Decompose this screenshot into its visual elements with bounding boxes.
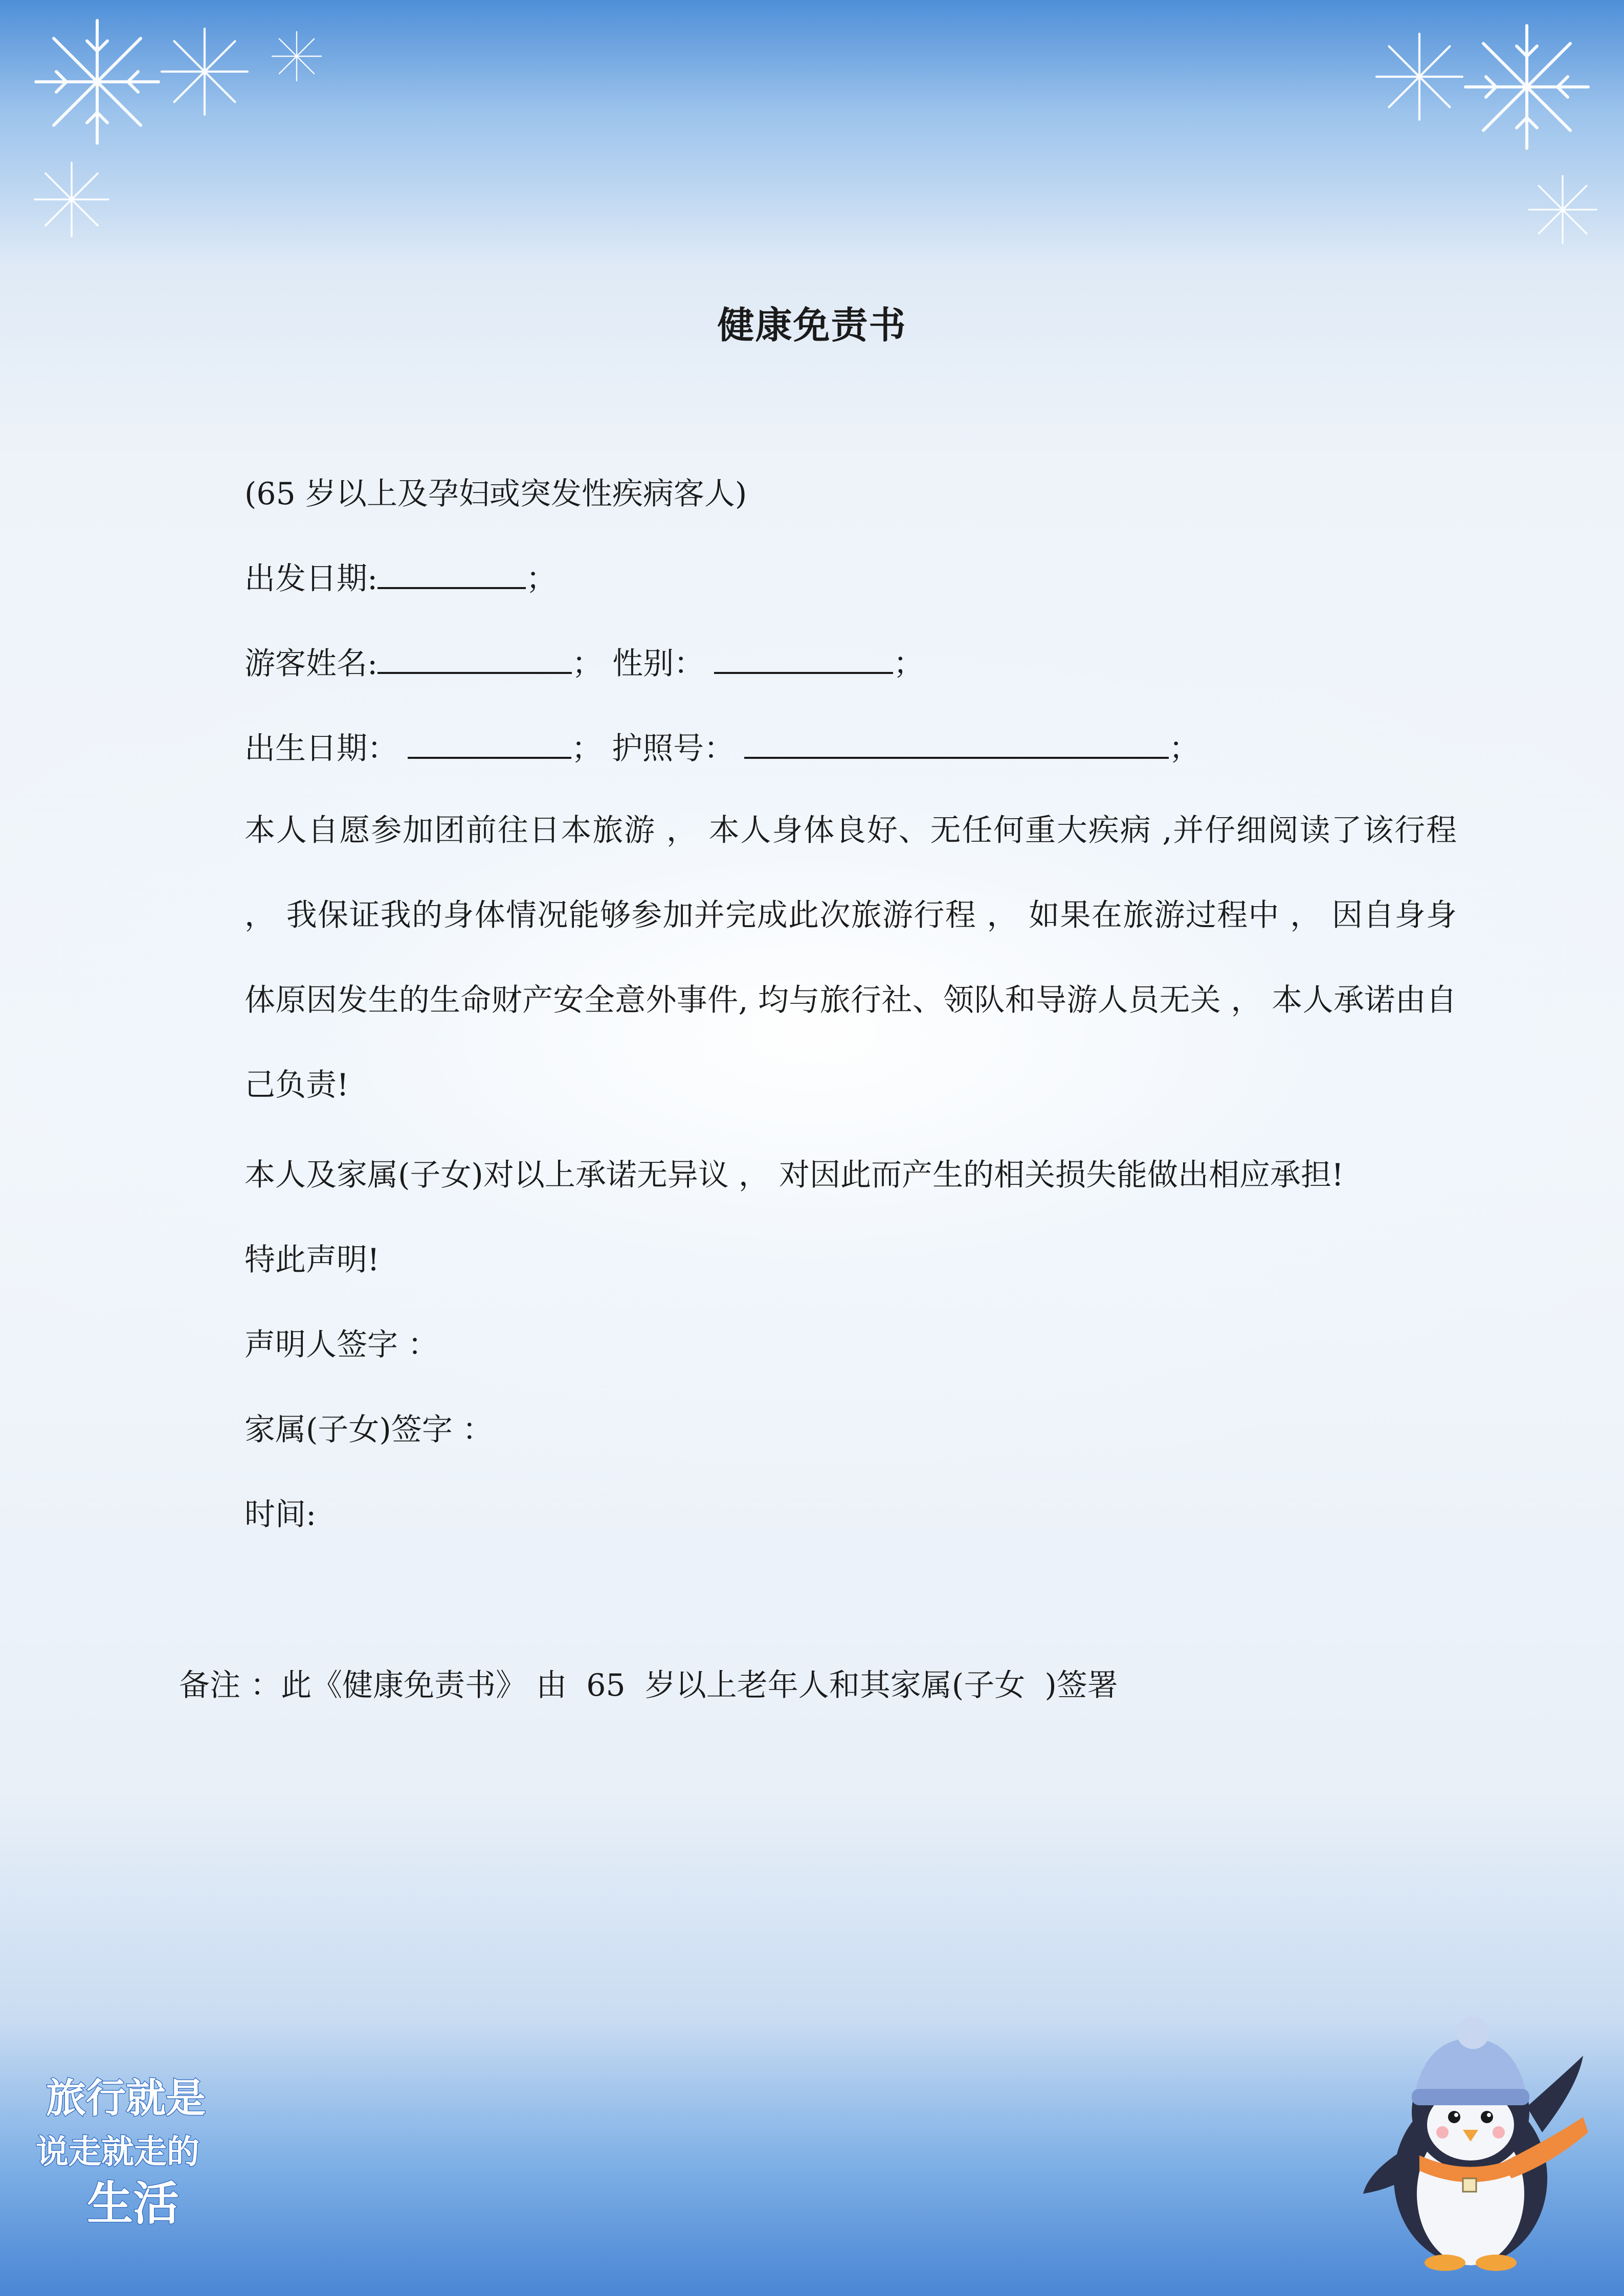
birth-date-label: 出生日期： bbox=[244, 731, 408, 767]
family-agreement-paragraph: 本人及家属(子女)对以上承诺无异议 ， 对因此而产生的相关损失能做出相应承担! bbox=[244, 1157, 1344, 1193]
gender-blank[interactable] bbox=[714, 645, 893, 674]
gender-end: ； bbox=[893, 646, 924, 682]
name-label: 游客姓名: bbox=[244, 646, 378, 682]
logo-line-2: 说走就走的 bbox=[36, 2133, 199, 2171]
name-blank[interactable] bbox=[377, 645, 572, 674]
travel-slogan-logo bbox=[36, 2066, 220, 2235]
penguin-icon bbox=[1358, 2010, 1593, 2276]
departure-date-row bbox=[244, 560, 557, 597]
birth-date-end: ； bbox=[571, 731, 603, 767]
subtitle: (65 岁以上及孕妇或突发性疾病客人) bbox=[244, 476, 747, 512]
name-gender-row bbox=[244, 645, 924, 682]
document-title: 健康免责书 bbox=[717, 303, 907, 347]
birth-date-blank[interactable] bbox=[408, 730, 571, 759]
remark-note: 备注 ：此《健康免责书》 由 65 岁以上老年人和其家属(子女 )签署 bbox=[179, 1668, 1118, 1703]
departure-date-label: 出发日期: bbox=[244, 561, 378, 597]
passport-end: ； bbox=[1169, 731, 1200, 767]
declaration-text: 特此声明! bbox=[244, 1242, 380, 1278]
signature-label: 声明人签字 ： bbox=[244, 1327, 439, 1363]
family-signature-label: 家属(子女)签字 ： bbox=[244, 1412, 493, 1448]
passport-blank[interactable] bbox=[744, 730, 1169, 759]
departure-date-blank[interactable] bbox=[377, 560, 526, 589]
passport-label: 护照号： bbox=[602, 731, 745, 767]
time-label: 时间: bbox=[244, 1497, 317, 1533]
name-end: ； bbox=[572, 646, 603, 682]
snowflake-cluster-right-icon bbox=[1225, 5, 1614, 271]
commitment-paragraph: 本人自愿参加团前往日本旅游 ， 本人身体良好、无任何重大疾病 ,并仔细阅读了该行程 ， 我保证我的身体情况能够参加并完成此次旅游行程 ， 如果在旅游过程中 ， 因自身身体原因发生的生命财产安全意外事件, 均与旅行社、领队和导游人员无关 ， 本人承诺由自己负责! bbox=[244, 813, 1457, 1103]
snowflake-cluster-left-icon bbox=[10, 5, 399, 271]
logo-line-3: 生活 bbox=[87, 2177, 179, 2231]
gender-label: 性别： bbox=[603, 646, 715, 682]
departure-date-end: ； bbox=[526, 561, 557, 597]
birth-passport-row bbox=[244, 730, 1199, 767]
logo-line-1: 旅行就是 bbox=[46, 2076, 206, 2122]
